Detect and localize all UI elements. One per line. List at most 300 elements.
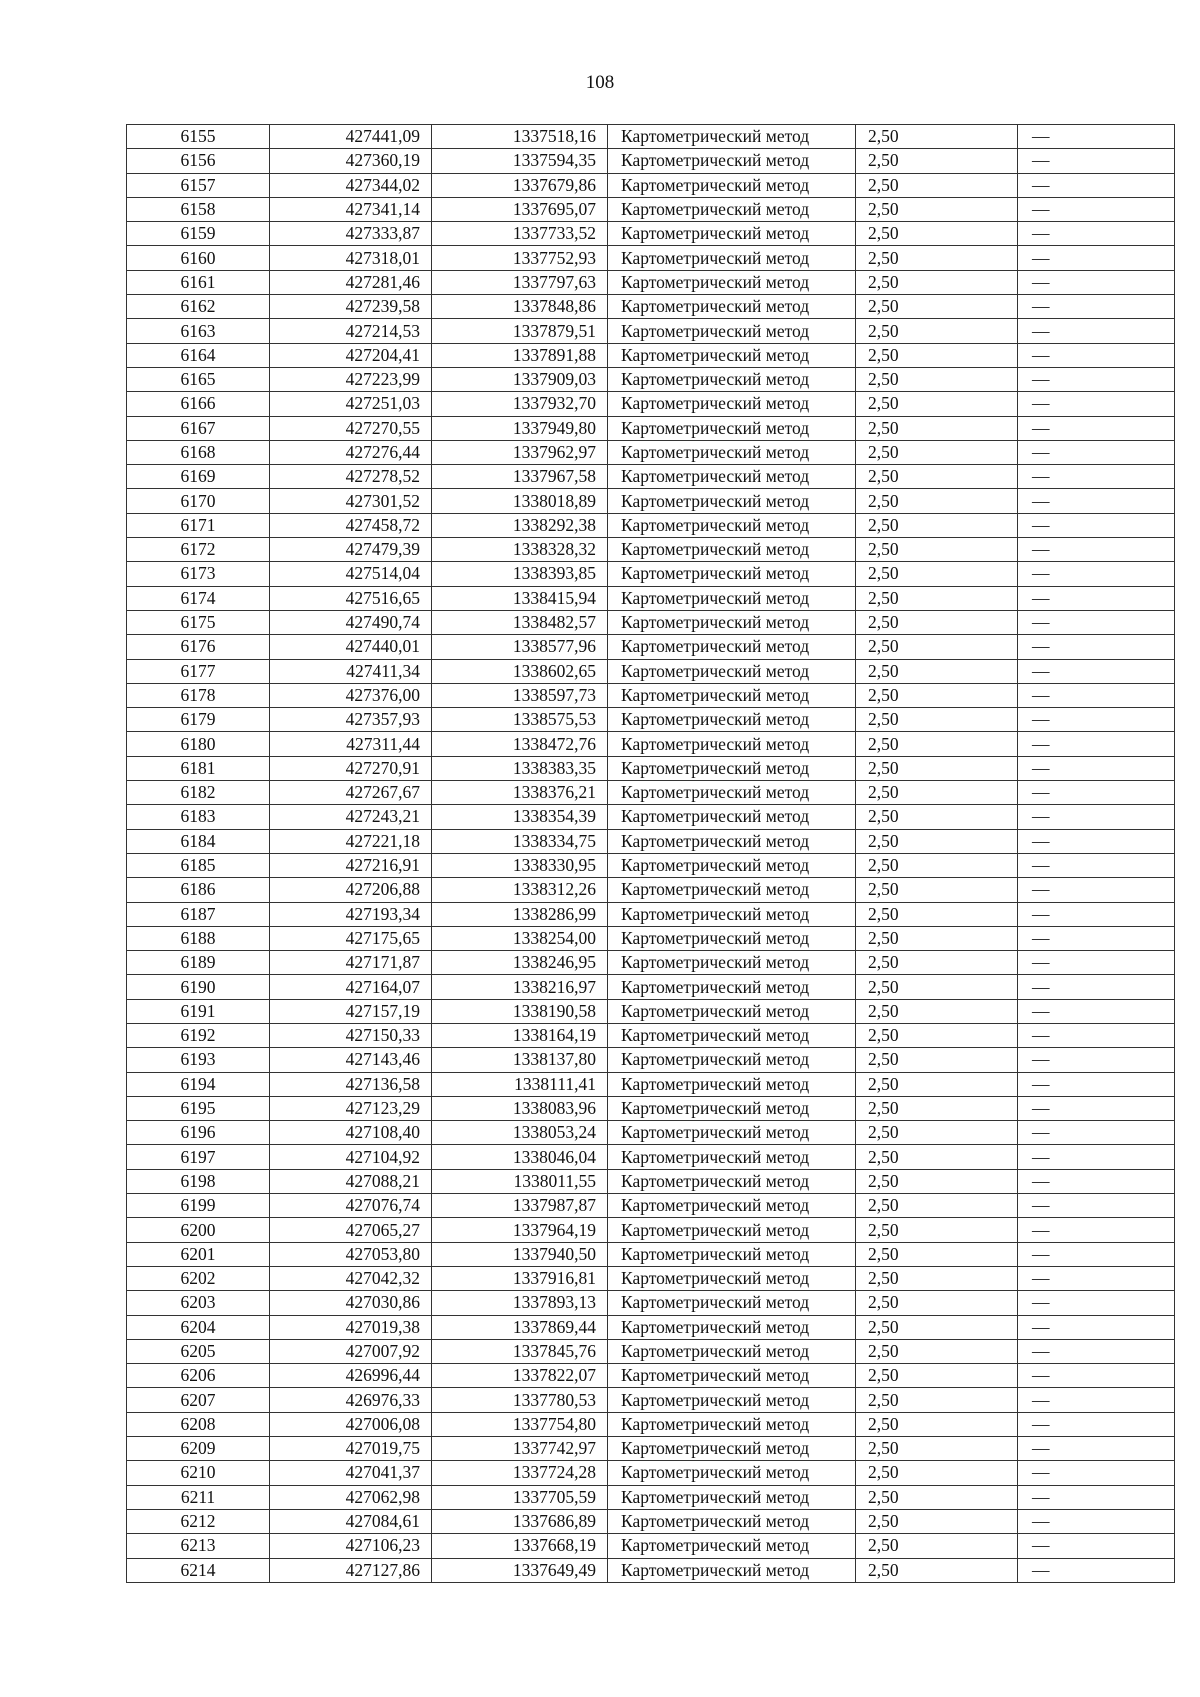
note-cell: — — [1018, 1315, 1175, 1339]
y-coordinate-cell: 1337695,07 — [432, 197, 608, 221]
point-number-cell: 6174 — [127, 586, 270, 610]
table-row — [127, 829, 1175, 853]
method-cell: Картометрический метод — [608, 246, 856, 270]
point-number-cell: 6175 — [127, 610, 270, 634]
table-row — [127, 1339, 1175, 1363]
precision-cell: 2,50 — [856, 1023, 1018, 1047]
table-row — [127, 319, 1175, 343]
precision-cell: 2,50 — [856, 246, 1018, 270]
x-coordinate-cell: 427216,91 — [270, 853, 432, 877]
x-coordinate-cell: 427411,34 — [270, 659, 432, 683]
table-row — [127, 513, 1175, 537]
table-row — [127, 902, 1175, 926]
note-cell: — — [1018, 1023, 1175, 1047]
table-row — [127, 999, 1175, 1023]
precision-cell: 2,50 — [856, 951, 1018, 975]
table-row — [127, 1485, 1175, 1509]
precision-cell: 2,50 — [856, 975, 1018, 999]
y-coordinate-cell: 1338393,85 — [432, 562, 608, 586]
note-cell: — — [1018, 295, 1175, 319]
point-number-cell: 6155 — [127, 125, 270, 149]
table-row — [127, 732, 1175, 756]
point-number-cell: 6209 — [127, 1437, 270, 1461]
method-cell: Картометрический метод — [608, 1315, 856, 1339]
table-row — [127, 440, 1175, 464]
table-row — [127, 1218, 1175, 1242]
note-cell: — — [1018, 902, 1175, 926]
method-cell: Картометрический метод — [608, 1412, 856, 1436]
note-cell: — — [1018, 1145, 1175, 1169]
method-cell: Картометрический метод — [608, 489, 856, 513]
y-coordinate-cell: 1337518,16 — [432, 125, 608, 149]
y-coordinate-cell: 1338602,65 — [432, 659, 608, 683]
table-row — [127, 1096, 1175, 1120]
precision-cell: 2,50 — [856, 319, 1018, 343]
method-cell: Картометрический метод — [608, 440, 856, 464]
y-coordinate-cell: 1337754,80 — [432, 1412, 608, 1436]
note-cell: — — [1018, 1437, 1175, 1461]
y-coordinate-cell: 1338286,99 — [432, 902, 608, 926]
point-number-cell: 6169 — [127, 465, 270, 489]
precision-cell: 2,50 — [856, 1339, 1018, 1363]
y-coordinate-cell: 1337940,50 — [432, 1242, 608, 1266]
method-cell: Картометрический метод — [608, 1461, 856, 1485]
y-coordinate-cell: 1337686,89 — [432, 1509, 608, 1533]
y-coordinate-cell: 1337679,86 — [432, 173, 608, 197]
x-coordinate-cell: 427042,32 — [270, 1266, 432, 1290]
x-coordinate-cell: 426996,44 — [270, 1364, 432, 1388]
point-number-cell: 6158 — [127, 197, 270, 221]
precision-cell: 2,50 — [856, 562, 1018, 586]
table-row — [127, 756, 1175, 780]
y-coordinate-cell: 1337964,19 — [432, 1218, 608, 1242]
method-cell: Картометрический метод — [608, 999, 856, 1023]
precision-cell: 2,50 — [856, 1437, 1018, 1461]
table-row — [127, 1509, 1175, 1533]
table-row — [127, 1412, 1175, 1436]
x-coordinate-cell: 427221,18 — [270, 829, 432, 853]
note-cell: — — [1018, 1242, 1175, 1266]
precision-cell: 2,50 — [856, 1194, 1018, 1218]
point-number-cell: 6182 — [127, 781, 270, 805]
note-cell: — — [1018, 756, 1175, 780]
precision-cell: 2,50 — [856, 1291, 1018, 1315]
method-cell: Картометрический метод — [608, 1194, 856, 1218]
note-cell: — — [1018, 562, 1175, 586]
table-row — [127, 1169, 1175, 1193]
precision-cell: 2,50 — [856, 1364, 1018, 1388]
x-coordinate-cell: 427376,00 — [270, 683, 432, 707]
precision-cell: 2,50 — [856, 513, 1018, 537]
point-number-cell: 6190 — [127, 975, 270, 999]
x-coordinate-cell: 427360,19 — [270, 149, 432, 173]
precision-cell: 2,50 — [856, 343, 1018, 367]
y-coordinate-cell: 1337893,13 — [432, 1291, 608, 1315]
method-cell: Картометрический метод — [608, 805, 856, 829]
method-cell: Картометрический метод — [608, 1218, 856, 1242]
method-cell: Картометрический метод — [608, 1096, 856, 1120]
precision-cell: 2,50 — [856, 805, 1018, 829]
x-coordinate-cell: 427106,23 — [270, 1534, 432, 1558]
y-coordinate-cell: 1337705,59 — [432, 1485, 608, 1509]
point-number-cell: 6178 — [127, 683, 270, 707]
x-coordinate-cell: 427006,08 — [270, 1412, 432, 1436]
y-coordinate-cell: 1337733,52 — [432, 222, 608, 246]
note-cell: — — [1018, 975, 1175, 999]
table-row — [127, 1315, 1175, 1339]
x-coordinate-cell: 427276,44 — [270, 440, 432, 464]
note-cell: — — [1018, 1218, 1175, 1242]
precision-cell: 2,50 — [856, 1145, 1018, 1169]
note-cell: — — [1018, 635, 1175, 659]
precision-cell: 2,50 — [856, 999, 1018, 1023]
table-row — [127, 562, 1175, 586]
note-cell: — — [1018, 1121, 1175, 1145]
precision-cell: 2,50 — [856, 392, 1018, 416]
x-coordinate-cell: 427458,72 — [270, 513, 432, 537]
y-coordinate-cell: 1337909,03 — [432, 367, 608, 391]
method-cell: Картометрический метод — [608, 1339, 856, 1363]
y-coordinate-cell: 1338164,19 — [432, 1023, 608, 1047]
method-cell: Картометрический метод — [608, 1048, 856, 1072]
x-coordinate-cell: 427019,75 — [270, 1437, 432, 1461]
x-coordinate-cell: 427157,19 — [270, 999, 432, 1023]
note-cell: — — [1018, 222, 1175, 246]
note-cell: — — [1018, 149, 1175, 173]
table-row — [127, 1558, 1175, 1582]
y-coordinate-cell: 1338254,00 — [432, 926, 608, 950]
table-row — [127, 1242, 1175, 1266]
note-cell: — — [1018, 1485, 1175, 1509]
x-coordinate-cell: 427164,07 — [270, 975, 432, 999]
y-coordinate-cell: 1337879,51 — [432, 319, 608, 343]
x-coordinate-cell: 427479,39 — [270, 538, 432, 562]
method-cell: Картометрический метод — [608, 319, 856, 343]
x-coordinate-cell: 427030,86 — [270, 1291, 432, 1315]
point-number-cell: 6183 — [127, 805, 270, 829]
table-row — [127, 197, 1175, 221]
table-row — [127, 222, 1175, 246]
x-coordinate-cell: 427270,55 — [270, 416, 432, 440]
table-row — [127, 659, 1175, 683]
point-number-cell: 6164 — [127, 343, 270, 367]
point-number-cell: 6187 — [127, 902, 270, 926]
precision-cell: 2,50 — [856, 1412, 1018, 1436]
x-coordinate-cell: 427311,44 — [270, 732, 432, 756]
note-cell: — — [1018, 1461, 1175, 1485]
x-coordinate-cell: 427333,87 — [270, 222, 432, 246]
x-coordinate-cell: 427214,53 — [270, 319, 432, 343]
x-coordinate-cell: 427108,40 — [270, 1121, 432, 1145]
method-cell: Картометрический метод — [608, 343, 856, 367]
x-coordinate-cell: 427193,34 — [270, 902, 432, 926]
y-coordinate-cell: 1338312,26 — [432, 878, 608, 902]
method-cell: Картометрический метод — [608, 416, 856, 440]
point-number-cell: 6197 — [127, 1145, 270, 1169]
precision-cell: 2,50 — [856, 853, 1018, 877]
table-row — [127, 1291, 1175, 1315]
point-number-cell: 6156 — [127, 149, 270, 173]
note-cell: — — [1018, 1388, 1175, 1412]
y-coordinate-cell: 1337891,88 — [432, 343, 608, 367]
table-row — [127, 1194, 1175, 1218]
y-coordinate-cell: 1337822,07 — [432, 1364, 608, 1388]
table-row — [127, 1145, 1175, 1169]
y-coordinate-cell: 1337845,76 — [432, 1339, 608, 1363]
precision-cell: 2,50 — [856, 465, 1018, 489]
method-cell: Картометрический метод — [608, 781, 856, 805]
note-cell: — — [1018, 683, 1175, 707]
method-cell: Картометрический метод — [608, 538, 856, 562]
note-cell: — — [1018, 951, 1175, 975]
point-number-cell: 6195 — [127, 1096, 270, 1120]
precision-cell: 2,50 — [856, 1509, 1018, 1533]
y-coordinate-cell: 1338383,35 — [432, 756, 608, 780]
note-cell: — — [1018, 708, 1175, 732]
y-coordinate-cell: 1338472,76 — [432, 732, 608, 756]
table-row — [127, 367, 1175, 391]
point-number-cell: 6211 — [127, 1485, 270, 1509]
point-number-cell: 6186 — [127, 878, 270, 902]
method-cell: Картометрический метод — [608, 829, 856, 853]
y-coordinate-cell: 1338190,58 — [432, 999, 608, 1023]
note-cell: — — [1018, 829, 1175, 853]
note-cell: — — [1018, 367, 1175, 391]
y-coordinate-cell: 1337967,58 — [432, 465, 608, 489]
x-coordinate-cell: 427441,09 — [270, 125, 432, 149]
point-number-cell: 6196 — [127, 1121, 270, 1145]
method-cell: Картометрический метод — [608, 756, 856, 780]
note-cell: — — [1018, 489, 1175, 513]
note-cell: — — [1018, 781, 1175, 805]
method-cell: Картометрический метод — [608, 1121, 856, 1145]
point-number-cell: 6168 — [127, 440, 270, 464]
x-coordinate-cell: 427239,58 — [270, 295, 432, 319]
x-coordinate-cell: 427065,27 — [270, 1218, 432, 1242]
method-cell: Картометрический метод — [608, 197, 856, 221]
x-coordinate-cell: 427301,52 — [270, 489, 432, 513]
point-number-cell: 6210 — [127, 1461, 270, 1485]
x-coordinate-cell: 427243,21 — [270, 805, 432, 829]
note-cell: — — [1018, 878, 1175, 902]
x-coordinate-cell: 427084,61 — [270, 1509, 432, 1533]
precision-cell: 2,50 — [856, 732, 1018, 756]
point-number-cell: 6170 — [127, 489, 270, 513]
note-cell: — — [1018, 586, 1175, 610]
method-cell: Картометрический метод — [608, 1266, 856, 1290]
table-row — [127, 1048, 1175, 1072]
table-row — [127, 270, 1175, 294]
point-number-cell: 6189 — [127, 951, 270, 975]
x-coordinate-cell: 427175,65 — [270, 926, 432, 950]
precision-cell: 2,50 — [856, 222, 1018, 246]
note-cell: — — [1018, 1364, 1175, 1388]
point-number-cell: 6163 — [127, 319, 270, 343]
table-row — [127, 125, 1175, 149]
method-cell: Картометрический метод — [608, 951, 856, 975]
table-row — [127, 1266, 1175, 1290]
x-coordinate-cell: 427514,04 — [270, 562, 432, 586]
point-number-cell: 6199 — [127, 1194, 270, 1218]
note-cell: — — [1018, 197, 1175, 221]
table-body — [127, 125, 1175, 1583]
y-coordinate-cell: 1338577,96 — [432, 635, 608, 659]
x-coordinate-cell: 427123,29 — [270, 1096, 432, 1120]
method-cell: Картометрический метод — [608, 635, 856, 659]
table-row — [127, 805, 1175, 829]
precision-cell: 2,50 — [856, 829, 1018, 853]
point-number-cell: 6157 — [127, 173, 270, 197]
note-cell: — — [1018, 805, 1175, 829]
x-coordinate-cell: 427041,37 — [270, 1461, 432, 1485]
note-cell: — — [1018, 853, 1175, 877]
precision-cell: 2,50 — [856, 708, 1018, 732]
point-number-cell: 6205 — [127, 1339, 270, 1363]
method-cell: Картометрический метод — [608, 1169, 856, 1193]
point-number-cell: 6181 — [127, 756, 270, 780]
method-cell: Картометрический метод — [608, 1072, 856, 1096]
table-row — [127, 1388, 1175, 1412]
table-row — [127, 1534, 1175, 1558]
x-coordinate-cell: 427136,58 — [270, 1072, 432, 1096]
precision-cell: 2,50 — [856, 1121, 1018, 1145]
method-cell: Картометрический метод — [608, 222, 856, 246]
y-coordinate-cell: 1337724,28 — [432, 1461, 608, 1485]
point-number-cell: 6177 — [127, 659, 270, 683]
x-coordinate-cell: 427278,52 — [270, 465, 432, 489]
note-cell: — — [1018, 513, 1175, 537]
point-number-cell: 6213 — [127, 1534, 270, 1558]
x-coordinate-cell: 426976,33 — [270, 1388, 432, 1412]
y-coordinate-cell: 1338376,21 — [432, 781, 608, 805]
table-row — [127, 173, 1175, 197]
precision-cell: 2,50 — [856, 756, 1018, 780]
note-cell: — — [1018, 1048, 1175, 1072]
y-coordinate-cell: 1337780,53 — [432, 1388, 608, 1412]
y-coordinate-cell: 1338575,53 — [432, 708, 608, 732]
y-coordinate-cell: 1337848,86 — [432, 295, 608, 319]
table-row — [127, 392, 1175, 416]
precision-cell: 2,50 — [856, 1558, 1018, 1582]
method-cell: Картометрический метод — [608, 562, 856, 586]
y-coordinate-cell: 1338018,89 — [432, 489, 608, 513]
method-cell: Картометрический метод — [608, 659, 856, 683]
y-coordinate-cell: 1338482,57 — [432, 610, 608, 634]
y-coordinate-cell: 1337797,63 — [432, 270, 608, 294]
note-cell: — — [1018, 1509, 1175, 1533]
precision-cell: 2,50 — [856, 538, 1018, 562]
method-cell: Картометрический метод — [608, 465, 856, 489]
note-cell: — — [1018, 1291, 1175, 1315]
precision-cell: 2,50 — [856, 635, 1018, 659]
note-cell: — — [1018, 1558, 1175, 1582]
x-coordinate-cell: 427127,86 — [270, 1558, 432, 1582]
x-coordinate-cell: 427318,01 — [270, 246, 432, 270]
precision-cell: 2,50 — [856, 1485, 1018, 1509]
point-number-cell: 6173 — [127, 562, 270, 586]
method-cell: Картометрический метод — [608, 1485, 856, 1509]
precision-cell: 2,50 — [856, 149, 1018, 173]
precision-cell: 2,50 — [856, 125, 1018, 149]
x-coordinate-cell: 427440,01 — [270, 635, 432, 659]
method-cell: Картометрический метод — [608, 1023, 856, 1047]
point-number-cell: 6160 — [127, 246, 270, 270]
coordinates-table — [126, 124, 1175, 1583]
x-coordinate-cell: 427053,80 — [270, 1242, 432, 1266]
x-coordinate-cell: 427088,21 — [270, 1169, 432, 1193]
table-row — [127, 538, 1175, 562]
note-cell: — — [1018, 732, 1175, 756]
table-row — [127, 295, 1175, 319]
table-row — [127, 781, 1175, 805]
note-cell: — — [1018, 1534, 1175, 1558]
point-number-cell: 6171 — [127, 513, 270, 537]
method-cell: Картометрический метод — [608, 1364, 856, 1388]
y-coordinate-cell: 1337869,44 — [432, 1315, 608, 1339]
method-cell: Картометрический метод — [608, 295, 856, 319]
method-cell: Картометрический метод — [608, 1509, 856, 1533]
method-cell: Картометрический метод — [608, 878, 856, 902]
y-coordinate-cell: 1337949,80 — [432, 416, 608, 440]
method-cell: Картометрический метод — [608, 1534, 856, 1558]
point-number-cell: 6159 — [127, 222, 270, 246]
table-row — [127, 489, 1175, 513]
method-cell: Картометрический метод — [608, 392, 856, 416]
x-coordinate-cell: 427206,88 — [270, 878, 432, 902]
point-number-cell: 6161 — [127, 270, 270, 294]
table-row — [127, 465, 1175, 489]
y-coordinate-cell: 1338334,75 — [432, 829, 608, 853]
method-cell: Картометрический метод — [608, 1242, 856, 1266]
x-coordinate-cell: 427344,02 — [270, 173, 432, 197]
table-row — [127, 1023, 1175, 1047]
table-row — [127, 708, 1175, 732]
x-coordinate-cell: 427143,46 — [270, 1048, 432, 1072]
y-coordinate-cell: 1338597,73 — [432, 683, 608, 707]
method-cell: Картометрический метод — [608, 853, 856, 877]
precision-cell: 2,50 — [856, 1534, 1018, 1558]
y-coordinate-cell: 1337668,19 — [432, 1534, 608, 1558]
point-number-cell: 6184 — [127, 829, 270, 853]
method-cell: Картометрический метод — [608, 902, 856, 926]
table-row — [127, 853, 1175, 877]
note-cell: — — [1018, 319, 1175, 343]
x-coordinate-cell: 427223,99 — [270, 367, 432, 391]
y-coordinate-cell: 1338328,32 — [432, 538, 608, 562]
y-coordinate-cell: 1338111,41 — [432, 1072, 608, 1096]
precision-cell: 2,50 — [856, 1048, 1018, 1072]
method-cell: Картометрический метод — [608, 173, 856, 197]
y-coordinate-cell: 1338046,04 — [432, 1145, 608, 1169]
note-cell: — — [1018, 999, 1175, 1023]
precision-cell: 2,50 — [856, 367, 1018, 391]
point-number-cell: 6192 — [127, 1023, 270, 1047]
x-coordinate-cell: 427516,65 — [270, 586, 432, 610]
method-cell: Картометрический метод — [608, 975, 856, 999]
table-row — [127, 586, 1175, 610]
point-number-cell: 6179 — [127, 708, 270, 732]
x-coordinate-cell: 427204,41 — [270, 343, 432, 367]
precision-cell: 2,50 — [856, 1218, 1018, 1242]
method-cell: Картометрический метод — [608, 732, 856, 756]
y-coordinate-cell: 1338415,94 — [432, 586, 608, 610]
y-coordinate-cell: 1337649,49 — [432, 1558, 608, 1582]
method-cell: Картометрический метод — [608, 1291, 856, 1315]
table-row — [127, 683, 1175, 707]
point-number-cell: 6206 — [127, 1364, 270, 1388]
method-cell: Картометрический метод — [608, 367, 856, 391]
point-number-cell: 6185 — [127, 853, 270, 877]
